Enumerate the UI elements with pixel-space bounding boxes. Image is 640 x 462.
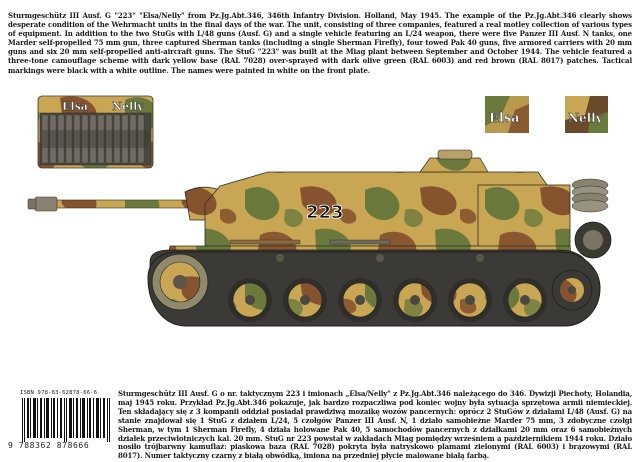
- idler-wheel: [552, 270, 592, 310]
- isbn-label: ISBN 978-83-62878-66-6: [20, 390, 98, 396]
- tactical-number: 223: [306, 202, 344, 223]
- name-detail-nelly-text: Nelly: [568, 111, 603, 125]
- gun-barrel: [55, 200, 205, 208]
- stug-side-view: [28, 150, 611, 326]
- drive-sprocket: [152, 254, 208, 310]
- english-caption-body: The example of the Pz.Jg.Abt.346 clearly shows desperate condition of the Wehrmacht units in the final days of the war. The unit, consisting of three companies, featured a real motley collection of various types of equipment. In addition to the two StuGs with L/48 guns (Ausf. G) and a single vehicle featuring an L/24 weapon, there were five Panzer III Ausf. N tanks, one Marder self-propelled 75 mm gun, three captured Sherman tanks (including a single Sherman Firefly), four towed Pak 40 guns, five armored carriers with 20 mm guns and six 20 mm self-propelled anti-aircraft guns. The StuG "223" was built at the Miag plant between September and October 1944. The vehicle featured a three-tone camouflage scheme with dark yellow base (RAL 7028) over-sprayed with dark olive green (RAL 6003) and red brown (RAL 8017) patches. Tactical markings were black with a white outline. The names were painted in white on the front plate.: [8, 11, 632, 75]
- muzzle-brake: [35, 197, 57, 211]
- spare-road-wheels: [572, 179, 611, 258]
- rear-hull: [478, 185, 570, 255]
- english-caption-title: Sturmgeschütz III Ausf. G "223" "Elsa/Nelly" from Pz.Jg.Abt.346, 346th Infantry Division. Holland, May 1945.: [8, 11, 442, 20]
- isbn-digits: 9 788362 878666: [8, 441, 90, 450]
- front-plate-name-nelly: Nelly: [112, 100, 144, 113]
- polish-caption: Sturmgeschütz III Ausf. G o nr. taktycznym 223 i imionach „Elsa/Nelly" z Pz.Jg.Abt.346 należącego do 346. Dywizji Piechoty, Holandia, maj 1945 roku. Przykład Pz.Jg.Abt.346 pokazuje, jak bardzo rozpaczliwa pod koniec wojny była sytuacja sprzętowa armii niemieckiej. Ten składający się z 3 kompanii oddział posiadał prawdziwą mozaikę wozów pancernych: oprócz 2 StuGów z działami L/48 (Ausf. G) na stanie znajdował się 1 StuG z działem L/24, 5 czołgów Panzer III Ausf. N, 1 działo samobieżne Marder 75 mm, 3 zdobyczne czołgi Sherman, w tym 1 Sherman Firefly, 4 działa holowane Pak 40, 5 samochodów pancernych z działkami 20 mm oraz 6 samobieżnych działek przeciwlotniczych kal. 20 mm. StuG nr 223 powstał w zakładach Miag pomiędzy wrześniem a październikiem 1944 roku. Działo nosiło trójbarwny kamuflaż: piaskowa baza (RAL 7028) pokryta była natryskowo plamami zielonymi (RAL 6003) i brązowymi (RAL 8017). Numer taktyczny czarny z białą obwódką, imiona na przedniej płycie malowane białą farbą.: [118, 389, 632, 461]
- isbn-block: [6, 390, 114, 454]
- front-plate-top-view: [38, 96, 153, 168]
- name-detail-elsa: [485, 96, 529, 133]
- name-detail-nelly: [565, 96, 608, 133]
- name-detail-elsa-text: Elsa: [489, 111, 520, 126]
- front-plate-name-elsa: Elsa: [62, 100, 88, 113]
